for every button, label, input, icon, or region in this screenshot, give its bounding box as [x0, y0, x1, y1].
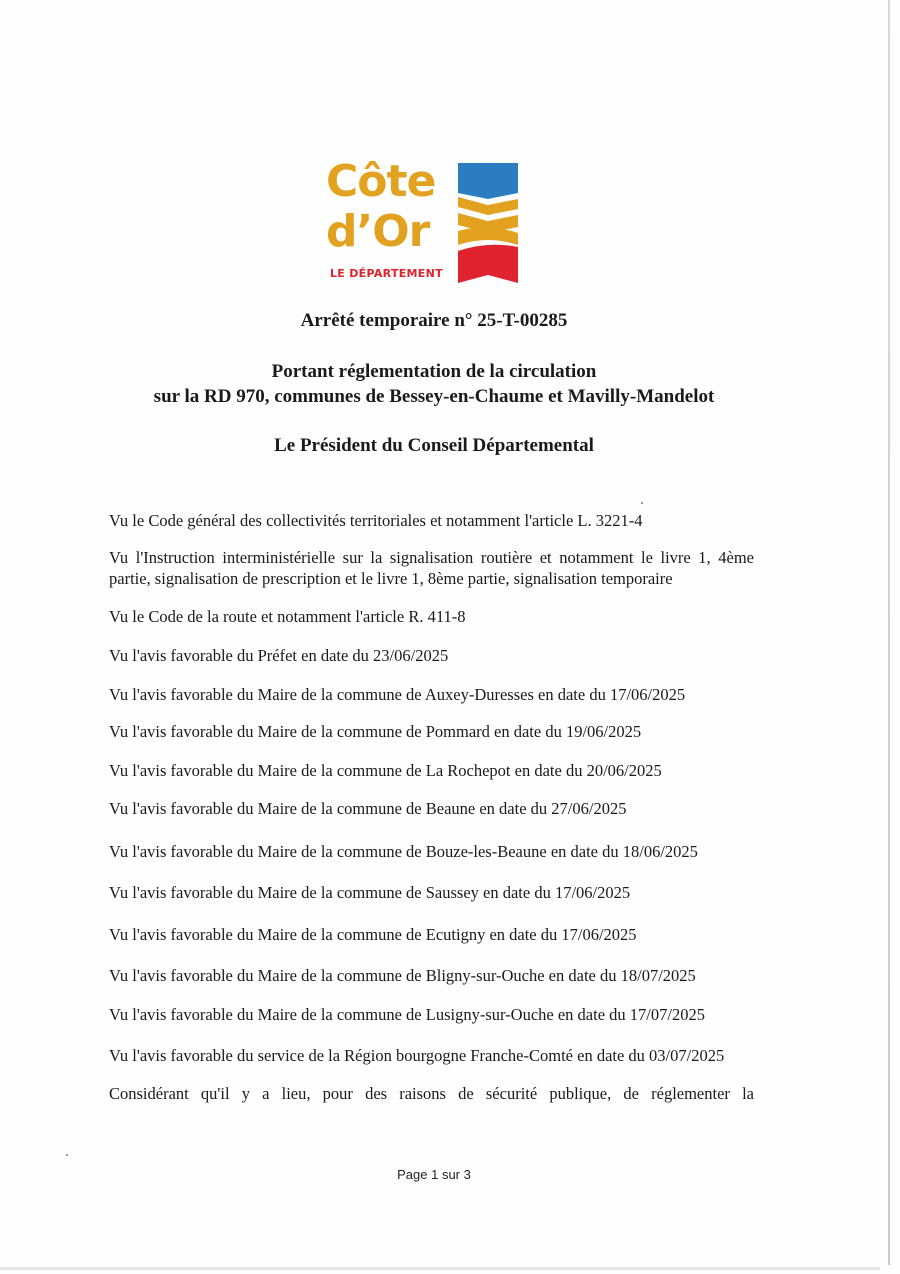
considerant-item: Vu l'avis favorable du service de la Région bourgogne Franche-Comté en date du 03/07/2025 [109, 1046, 725, 1065]
portant-title-line1: Portant réglementation de la circulation [271, 361, 597, 382]
scan-edge-bottom [0, 1267, 880, 1270]
arrete-title: Arrêté temporaire n° 25-T-00285 [300, 310, 568, 331]
scan-speck [641, 502, 643, 504]
considerant-item: Vu l'avis favorable du Maire de la commune de Bligny-sur-Ouche en date du 18/07/2025 [109, 966, 696, 985]
considerant-item: Vu l'avis favorable du Maire de la commune de Saussey en date du 17/06/2025 [109, 883, 631, 902]
considerant-item: Vu l'avis favorable du Maire de la commune de Beaune en date du 27/06/2025 [109, 799, 627, 818]
considerant-item: Vu l'avis favorable du Maire de la commune de Auxey-Duresses en date du 17/06/2025 [109, 685, 686, 704]
considerant-item: Vu l'avis favorable du Maire de la commune de Lusigny-sur-Ouche en date du 17/07/2025 [109, 1005, 705, 1024]
considerant-item: Vu l'avis favorable du Maire de la commune de Pommard en date du 19/06/2025 [109, 722, 642, 741]
cote-dor-logo [326, 156, 521, 284]
considerant-item: Vu l'avis favorable du Maire de la commune de Bouze-les-Beaune en date du 18/06/2025 [109, 842, 698, 861]
considerant-item: Vu l'avis favorable du Maire de la commune de La Rochepot en date du 20/06/2025 [109, 761, 662, 780]
considerant-item: Vu le Code général des collectivités territoriales et notamment l'article L. 3221-4 [109, 511, 643, 530]
president-heading: Le Président du Conseil Départemental [274, 435, 594, 456]
logo-text-line1: Côte [326, 156, 436, 207]
considerant-item: Vu l'Instruction interministérielle sur la signalisation routière et notamment le livre 1, 4ème partie, signalisation de prescription et le livre 1, 8ème partie, signalisation temporaire [109, 548, 754, 588]
logo-subtitle: LE DÉPARTEMENT [330, 267, 443, 280]
scan-edge-right [888, 0, 890, 1265]
flag-emblem-icon [458, 163, 518, 283]
considerant-item: Considérant qu'il y a lieu, pour des raisons de sécurité publique, de réglementer la [109, 1084, 754, 1103]
considerant-item: Vu l'avis favorable du Maire de la commune de Ecutigny en date du 17/06/2025 [109, 925, 637, 944]
considerant-item: Vu le Code de la route et notamment l'article R. 411-8 [109, 607, 466, 626]
considerant-item: Vu l'avis favorable du Préfet en date du 23/06/2025 [109, 646, 449, 665]
logo-text-line2: d’Or [326, 206, 430, 257]
portant-title-line2: sur la RD 970, communes de Bessey-en-Chaume et Mavilly-Mandelot [153, 386, 715, 407]
page-number: Page 1 sur 3 [397, 1167, 471, 1182]
scan-speck [66, 1154, 68, 1156]
